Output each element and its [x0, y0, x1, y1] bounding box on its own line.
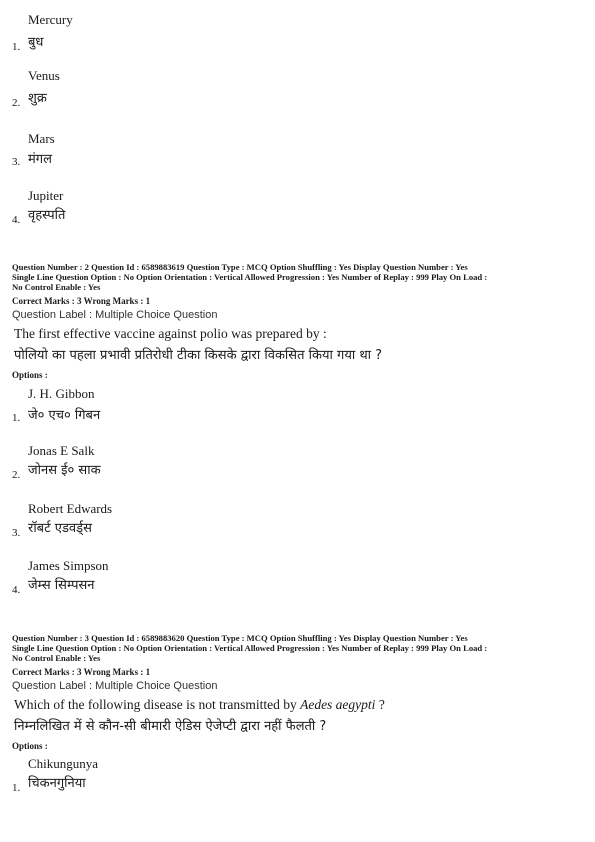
option-text-en: Venus	[28, 68, 60, 83]
q1-option-2[interactable]	[0, 66, 595, 122]
option-text-hi: जोनस ई० साक	[28, 463, 101, 478]
q3-option-1[interactable]	[0, 754, 595, 810]
option-text-hi: जेम्स सिम्पसन	[28, 578, 95, 593]
option-text-en: Jonas E Salk	[28, 443, 95, 458]
option-text-en: James Simpson	[28, 558, 109, 573]
option-text-en: J. H. Gibbon	[28, 386, 95, 401]
q3-question-text-en: Which of the following disease is not transmitted by Aedes aegypti ?	[14, 697, 385, 712]
q2-option-4[interactable]	[0, 556, 595, 612]
option-number: 4.	[12, 214, 21, 226]
q2-marks: Correct Marks : 3 Wrong Marks : 1	[12, 296, 151, 306]
option-text-hi: जे० एच० गिबन	[28, 408, 101, 423]
option-number: 1.	[12, 41, 21, 53]
option-number: 2.	[12, 469, 21, 481]
q1-option-1[interactable]	[0, 10, 595, 66]
q3-question-label: Question Label : Multiple Choice Question	[12, 680, 218, 692]
q2-metadata: Question Number : 2 Question Id : 6589883619 Question Type : MCQ Option Shuffling : Yes Display Question Number : Yes Single Line Question Option : No Option Orientation : Vertical Allowed Progression : Yes Number of Replay : 999 Play On Load : No Control Enable : Yes	[12, 262, 488, 292]
q2-option-2[interactable]	[0, 441, 595, 497]
option-number: 3.	[12, 527, 21, 539]
option-text-hi: चिकनगुनिया	[28, 776, 86, 791]
option-text-en: Robert Edwards	[28, 501, 113, 516]
q2-option-3[interactable]	[0, 499, 595, 555]
option-text-en: Mercury	[28, 12, 73, 27]
q3-options-heading: Options :	[12, 741, 48, 751]
option-number: 4.	[12, 584, 21, 596]
option-text-en: Mars	[28, 131, 55, 146]
q2-question-text-en: The first effective vaccine against polio was prepared by :	[14, 326, 327, 341]
q2-question-text-hi: पोलियो का पहला प्रभावी प्रतिरोधी टीका किसके द्वारा विकसित किया गया था ?	[14, 348, 383, 363]
option-text-hi: रॉबर्ट एडवर्ड्स	[28, 521, 92, 536]
q1-option-3[interactable]	[0, 129, 595, 185]
option-text-hi: शुक्र	[28, 91, 47, 106]
q3-question-text-hi: निम्नलिखित में से कौन-सी बीमारी ऐडिस ऐजेप्टी द्वारा नहीं फैलती ?	[14, 719, 327, 734]
option-text-hi: बुध	[28, 35, 44, 50]
option-text-hi: मंगल	[28, 152, 52, 167]
q3-metadata: Question Number : 3 Question Id : 6589883620 Question Type : MCQ Option Shuffling : Yes Display Question Number : Yes Single Line Question Option : No Option Orientation : Vertical Allowed Progression : Yes Number of Replay : 999 Play On Load : No Control Enable : Yes	[12, 633, 488, 663]
q2-question-label: Question Label : Multiple Choice Question	[12, 309, 218, 321]
option-number: 3.	[12, 156, 21, 168]
option-text-en: Jupiter	[28, 188, 64, 203]
option-number: 1.	[12, 412, 21, 424]
q1-option-4[interactable]	[0, 186, 595, 242]
option-number: 2.	[12, 97, 21, 109]
q2-options-heading: Options :	[12, 370, 48, 380]
q3-marks: Correct Marks : 3 Wrong Marks : 1	[12, 667, 151, 677]
option-number: 1.	[12, 782, 21, 794]
option-text-en: Chikungunya	[28, 756, 99, 771]
option-text-hi: वृहस्पति	[28, 208, 66, 223]
q2-option-1[interactable]	[0, 384, 595, 440]
